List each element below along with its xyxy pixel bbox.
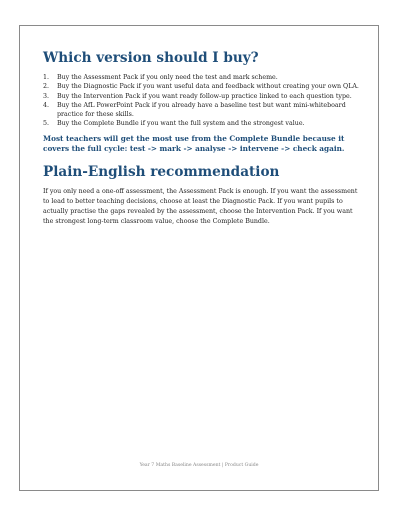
list-item-number: 5. [43, 120, 50, 128]
list-item-text: Buy the Diagnostic Pack if you want useful data and feedback without creating your own QLA. [57, 83, 359, 91]
list-item [43, 73, 361, 82]
page-content [43, 50, 361, 227]
list-item [43, 119, 361, 128]
list-item [43, 82, 361, 91]
list-item [43, 92, 361, 101]
list-item [43, 101, 361, 120]
list-item-number: 2. [43, 83, 50, 91]
list-item-text: Buy the Assessment Pack if you only need the test and mark scheme. [57, 74, 278, 81]
heading-which-version: Which version should I buy? [43, 50, 259, 66]
list-item-text: Buy the AfL PowerPoint Pack if you already have a baseline test but want mini-whiteboard practice for these skills. [57, 101, 346, 119]
buy-options-list [43, 73, 361, 129]
list-item-number: 3. [43, 92, 50, 100]
list-item-number: 4. [43, 101, 50, 109]
heading-recommendation: Plain-English recommendation [43, 163, 280, 180]
document-page [19, 25, 379, 491]
list-item-text: Buy the Intervention Pack if you want ready follow-up practice linked to each question type. [57, 92, 352, 100]
bundle-callout: Most teachers will get the most use from the Complete Bundle because it covers the full cycle: test -> mark -> analyse -> intervene -> check again. [43, 133, 345, 154]
page-footer: Year 7 Maths Baseline Assessment | Product Guide [139, 463, 259, 468]
list-item-text: Buy the Complete Bundle if you want the full system and the strongest value. [57, 120, 305, 128]
recommendation-paragraph: If you only need a one-off assessment, the Assessment Pack is enough. If you want the assessment to lead to better teaching decisions, choose at least the Diagnostic Pack. If you want pupils to actually practise the gaps revealed by the assessment, choose the Intervention Pack. If you want the strongest long-term classroom value, choose the Complete Bundle. [43, 187, 358, 225]
list-item-number: 1. [43, 74, 50, 81]
